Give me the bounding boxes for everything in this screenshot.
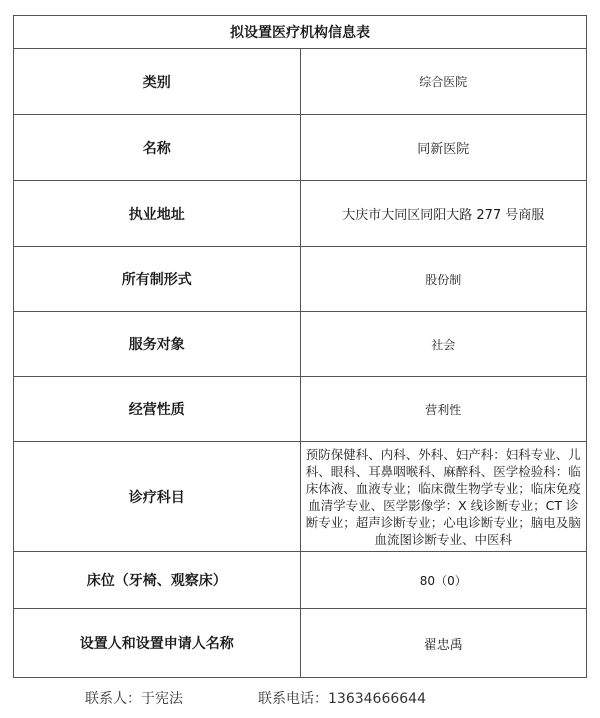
row-value: 营利性 — [300, 377, 587, 442]
row-value: 股份制 — [300, 247, 587, 312]
row-value: 社会 — [300, 312, 587, 377]
table-row-beds — [14, 552, 587, 609]
row-label: 执业地址 — [14, 181, 301, 247]
table-title: 拟设置医疗机构信息表 — [14, 16, 587, 49]
row-label: 所有制形式 — [14, 247, 301, 312]
table-row-service-target — [14, 312, 587, 377]
table-row-applicant — [14, 609, 587, 678]
table-title-row — [14, 16, 587, 49]
contact-footer — [0, 688, 600, 712]
contact-person: 联系人：于宪法 — [85, 691, 183, 707]
table-row-ownership — [14, 247, 587, 312]
row-label: 设置人和设置申请人名称 — [14, 609, 301, 678]
row-value: 同新医院 — [300, 115, 587, 181]
row-label: 类别 — [14, 49, 301, 115]
row-value: 80（0） — [300, 552, 587, 609]
table-row-category — [14, 49, 587, 115]
table-row-name — [14, 115, 587, 181]
row-label: 诊疗科目 — [14, 442, 301, 552]
row-value: 综合医院 — [300, 49, 587, 115]
row-label: 经营性质 — [14, 377, 301, 442]
table-row-departments — [14, 442, 587, 552]
contact-phone: 联系电话：13634666644 — [258, 691, 426, 707]
row-label: 名称 — [14, 115, 301, 181]
info-sheet — [13, 15, 587, 678]
table-row-address — [14, 181, 587, 247]
row-value: 大庆市大同区同阳大路 277 号商服 — [300, 181, 587, 247]
table-row-business-nature — [14, 377, 587, 442]
row-value: 翟忠禹 — [300, 609, 587, 678]
row-label: 床位（牙椅、观察床） — [14, 552, 301, 609]
info-table — [13, 15, 587, 678]
row-label: 服务对象 — [14, 312, 301, 377]
row-value: 预防保健科、内科、外科、妇产科：妇科专业、儿科、眼科、耳鼻咽喉科、麻醉科、医学检验科：临床体液、血液专业；临床微生物学专业；临床免疫血清学专业、医学影像学：X 线诊断专业；CT 诊断专业；超声诊断专业；心电诊断专业；脑电及脑血流图诊断专业、中医科 — [300, 442, 587, 552]
